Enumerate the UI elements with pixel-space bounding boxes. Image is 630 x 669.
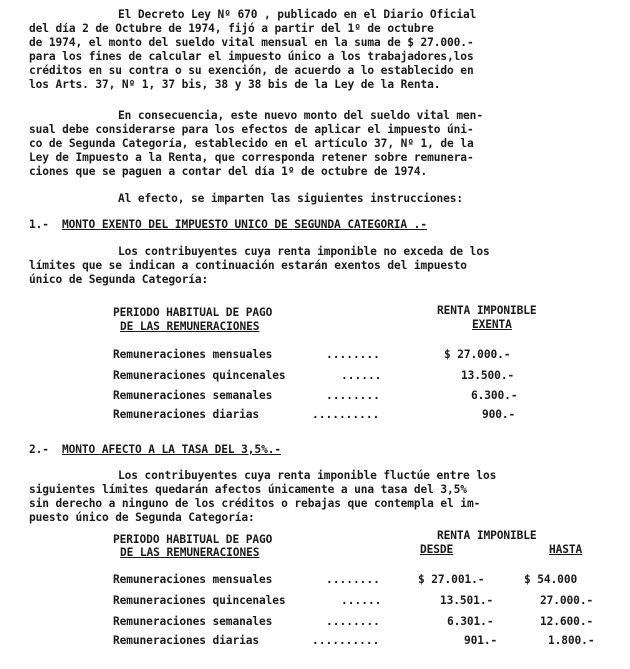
p1-line-2: del día 2 de Octubre de 1974, fijó a partir del 1º de octubre [29,22,434,35]
section2-row-2-desde: 13.501.- [440,594,494,607]
section1-row-3-value: 6.300.- [471,389,518,402]
section2-row-1-hasta: $ 54.000 [524,573,578,586]
section2-row-3-hasta: 12.600.- [540,615,594,628]
section1-intro-1: Los contribuyentes cuya renta imponible no exceda de los [118,245,490,258]
section1-row-2-label: Remuneraciones quincenales [113,369,286,382]
section1-row-1-leader: ........ [326,348,380,361]
p2-line-1: En consecuencia, este nuevo monto del sueldo vital men- [118,109,483,122]
section2-header-desde: DESDE [420,543,454,556]
section1-header-left-2: DE LAS REMUNERACIONES [120,320,260,333]
section2-row-1-desde: $ 27.001.- [418,573,485,586]
section1-row-4-leader: .......... [312,408,380,421]
section2-header-right-top: RENTA IMPONIBLE [437,529,537,542]
section2-row-1-label: Remuneraciones mensuales [113,573,273,586]
section1-intro-3: único de Segunda Categoría: [29,273,209,286]
section1-row-3-leader: ........ [326,389,380,402]
section2-row-2-leader: ...... [341,594,382,607]
section1-number: 1.- [29,218,49,231]
p1-line-5: créditos en su contra o su exención, de acuerdo a lo establecido en [29,64,474,77]
p3-line: Al efecto, se imparten las siguientes instrucciones: [118,192,464,205]
p1-line-4: para los fines de calcular el impuesto único a los trabajadores,los [29,50,474,63]
section2-header-left-2: DE LAS REMUNERACIONES [120,546,260,559]
section2-title: MONTO AFECTO A LA TASA DEL 3,5%.- [62,443,281,456]
section2-row-2-hasta: 27.000.- [540,594,594,607]
section2-intro-2: siguientes límites quedarán afectos únicamente a una tasa del 3,5% [29,483,467,496]
p2-line-4: Ley de Impuesto a la Renta, que corresponda retener sobre remunera- [29,151,474,164]
p2-line-3: co de Segunda Categoría, establecido en el artículo 37, Nº 1, de la [29,137,474,150]
section2-row-3-label: Remuneraciones semanales [113,615,273,628]
section2-number: 2.- [29,443,49,456]
p1-line-3: de 1974, el monto del sueldo vital mensual en la suma de $ 27.000.- [29,36,474,49]
section2-row-3-leader: ........ [326,615,380,628]
section1-row-2-leader: ...... [341,369,382,382]
section2-row-1-leader: ........ [326,573,380,586]
section1-row-4-value: 900.- [482,408,516,421]
section1-row-2-value: 13.500.- [461,369,515,382]
section1-row-4-label: Remuneraciones diarias [113,408,259,421]
p2-line-2: sual debe considerarse para los efectos de aplicar el impuesto úni- [29,123,474,136]
section2-row-3-desde: 6.301.- [447,615,494,628]
section2-row-4-hasta: 1.800.- [548,634,595,647]
section1-row-1-label: Remuneraciones mensuales [113,348,273,361]
section2-intro-1: Los contribuyentes cuya renta imponible fluctúe entre los [118,469,497,482]
section1-header-left-1: PERIODO HABITUAL DE PAGO [113,306,273,319]
section1-title: MONTO EXENTO DEL IMPUESTO UNICO DE SEGUNDA CATEGORIA .- [62,218,427,231]
p2-line-5: ciones que se paguen a contar del día 1º de octubre de 1974. [29,165,428,178]
section2-header-left-1: PERIODO HABITUAL DE PAGO [113,533,273,546]
p1-line-6: los Arts. 37, Nº 1, 37 bis, 38 y 38 bis de la Ley de la Renta. [29,78,441,91]
section2-row-4-desde: 901.- [464,634,498,647]
section2-row-4-leader: .......... [312,634,380,647]
section2-row-2-label: Remuneraciones quincenales [113,594,286,607]
section1-row-3-label: Remuneraciones semanales [113,389,273,402]
section1-header-right-2: EXENTA [472,318,512,331]
p1-line-1: El Decreto Ley Nº 670 , publicado en el Diario Oficial [118,8,477,21]
section2-header-hasta: HASTA [549,543,583,556]
section2-intro-4: puesto único de Segunda Categoría: [29,511,255,524]
section1-row-1-value: $ 27.000.- [444,348,511,361]
section1-header-right-1: RENTA IMPONIBLE [437,304,537,317]
section2-row-4-label: Remuneraciones diarias [113,634,259,647]
section2-intro-3: sin derecho a ninguno de los créditos o rebajas que contempla el im- [29,497,481,510]
section1-intro-2: límites que se indican a continuación estarán exentos del impuesto [29,259,467,272]
